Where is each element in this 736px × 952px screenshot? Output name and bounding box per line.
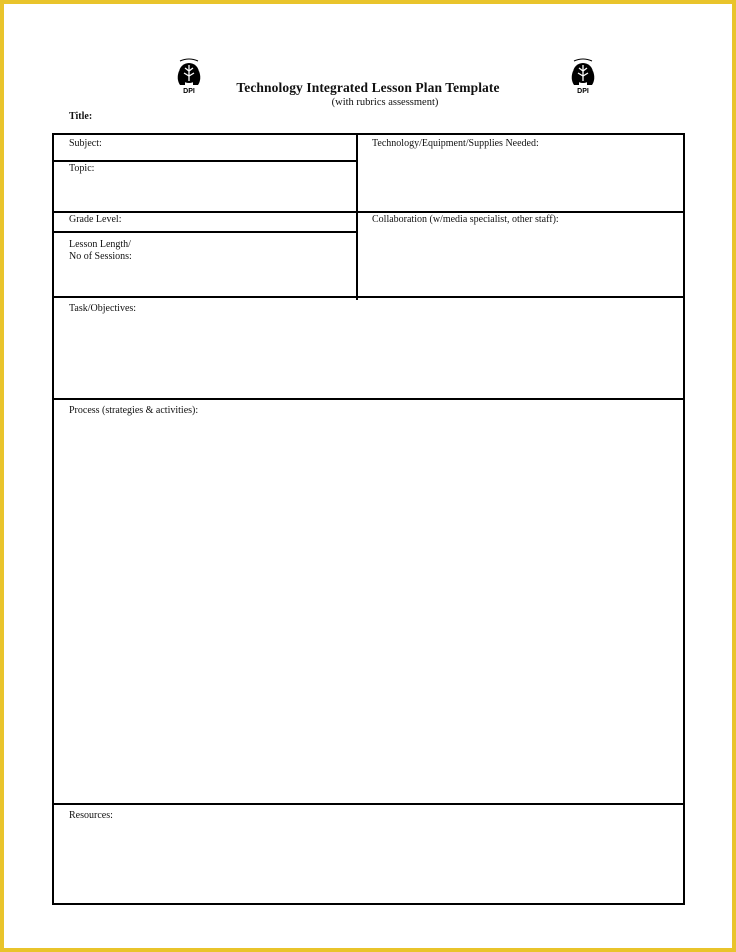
grade-level-cell[interactable]: Grade Level: [69,214,122,225]
collaboration-cell[interactable]: Collaboration (w/media specialist, other staff): [372,214,559,225]
process-cell[interactable]: Process (strategies & activities): [69,405,199,416]
lesson-plan-form [52,133,685,905]
task-objectives-cell[interactable]: Task/Objectives: [69,303,137,314]
topic-divider [54,211,685,213]
technology-cell[interactable]: Technology/Equipment/Supplies Needed: [372,138,539,149]
document-title: Technology Integrated Lesson Plan Template [236,80,500,95]
logo-text: DPI [183,88,195,95]
lesson-length-divider [54,296,685,298]
subject-cell[interactable]: Subject: [69,138,102,149]
grade-divider [54,231,356,233]
subject-divider [54,160,356,162]
topic-cell[interactable]: Topic: [69,163,95,174]
process-divider [54,803,685,805]
document-subtitle: (with rubrics assessment) [331,97,439,108]
title-field-label: Title: [69,111,93,122]
lesson-length-cell[interactable]: Lesson Length/ No of Sessions: [69,239,132,262]
logo-text: DPI [577,88,589,95]
task-divider [54,398,685,400]
column-divider [356,135,358,300]
resources-cell[interactable]: Resources: [69,810,113,821]
